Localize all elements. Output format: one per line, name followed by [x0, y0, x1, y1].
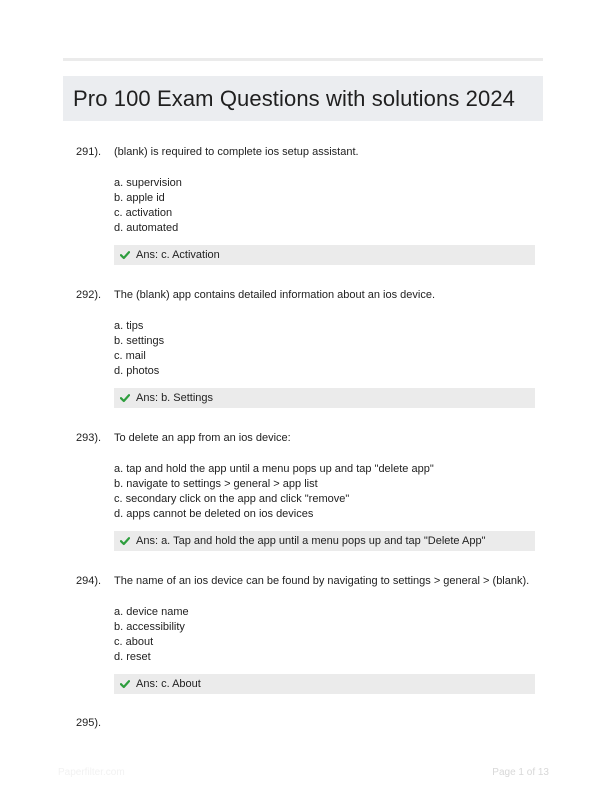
option-item: d. reset — [114, 651, 151, 663]
option-item: b. accessibility — [114, 621, 185, 633]
option-list — [114, 176, 182, 236]
question-text: To delete an app from an ios device: — [114, 432, 291, 444]
question-text: The name of an ios device can be found by navigating to settings > general > (blank). — [114, 575, 530, 587]
answer-box — [114, 245, 535, 265]
option-item: d. photos — [114, 365, 160, 377]
option-item: c. activation — [114, 207, 173, 219]
option-item: b. settings — [114, 335, 165, 347]
option-item: c. secondary click on the app and click "remove" — [114, 493, 350, 505]
page-indicator: Page 1 of 13 — [492, 767, 549, 778]
option-list — [114, 605, 189, 665]
option-item: b. navigate to settings > general > app list — [114, 478, 318, 490]
answer-text: Ans: c. Activation — [136, 249, 220, 261]
footer-watermark: Paperfilter.com — [58, 767, 125, 778]
answer-text: Ans: c. About — [136, 678, 201, 690]
option-item: c. mail — [114, 350, 146, 362]
option-list — [114, 319, 164, 379]
answer-text: Ans: a. Tap and hold the app until a menu pops up and tap "Delete App" — [136, 535, 486, 547]
checkmark-icon — [120, 536, 130, 546]
document-title: Pro 100 Exam Questions with solutions 2024 — [73, 85, 515, 111]
answer-text: Ans: b. Settings — [136, 392, 214, 404]
checkmark-icon — [120, 250, 130, 260]
answer-box — [114, 531, 535, 551]
document-title-banner — [63, 76, 543, 121]
question-number: 291). — [76, 146, 102, 158]
question-number: 292). — [76, 289, 102, 301]
option-list — [114, 462, 434, 522]
option-item: a. device name — [114, 606, 189, 618]
top-divider — [63, 58, 543, 61]
answer-box — [114, 674, 535, 694]
option-item: d. apps cannot be deleted on ios devices — [114, 508, 314, 520]
option-item: c. about — [114, 636, 154, 648]
question-text: The (blank) app contains detailed information about an ios device. — [114, 289, 436, 301]
option-item: a. supervision — [114, 177, 182, 189]
option-item: b. apple id — [114, 192, 165, 204]
option-item: a. tips — [114, 320, 144, 332]
option-item: d. automated — [114, 222, 179, 234]
checkmark-icon — [120, 679, 130, 689]
checkmark-icon — [120, 393, 130, 403]
answer-box — [114, 388, 535, 408]
question-number: 293). — [76, 432, 102, 444]
option-item: a. tap and hold the app until a menu pops up and tap "delete app" — [114, 463, 434, 475]
question-text: (blank) is required to complete ios setup assistant. — [114, 146, 359, 158]
question-number: 295). — [76, 717, 102, 729]
question-number: 294). — [76, 575, 102, 587]
